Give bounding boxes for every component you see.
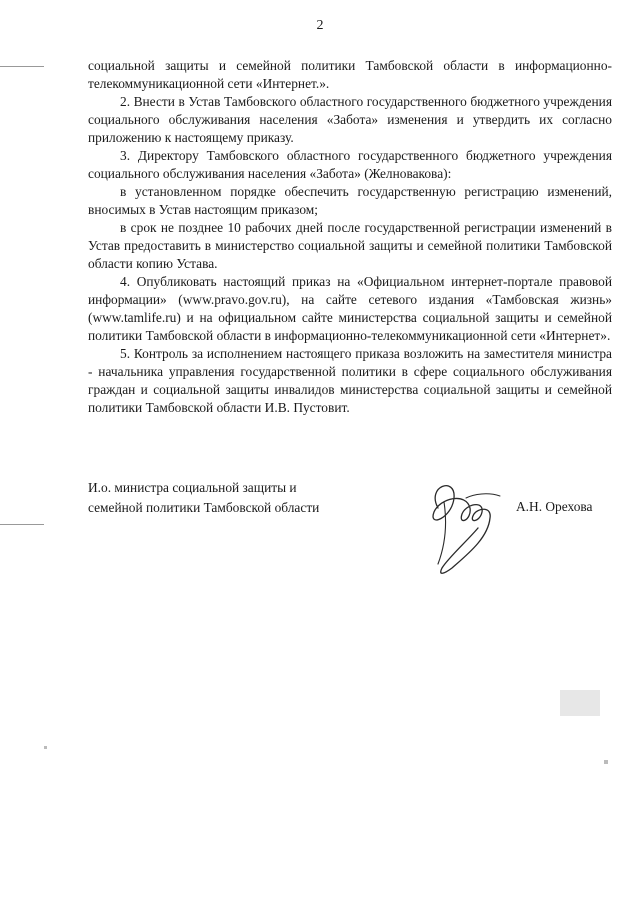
page-number: 2	[316, 18, 324, 33]
signatory-title-line-1: И.о. министра социальной защиты и	[88, 480, 297, 495]
paragraph-item-3-sub-2: в срок не позднее 10 рабочих дней после государственной регистрации изменений в Устав предоставить в министерство социальной защиты и семейной политики Тамбовской области копию Устава.	[88, 220, 612, 271]
scan-noise	[560, 690, 600, 716]
paragraph-item-4: 4. Опубликовать настоящий приказ на «Официальном интернет-портале правовой информации» (www.pravo.gov.ru), на сайте сетевого издания «Тамбовская жизнь» (www.tamlife.ru) и на официальном сайте министерства социальной защиты и семейной политики Тамбовской области в информационно-телекоммуникационной сети «Интернет».	[88, 274, 612, 343]
margin-mark	[0, 524, 44, 525]
paragraph-item-2: 2. Внести в Устав Тамбовского областного государственного бюджетного учреждения социального обслуживания населения «Забота» изменения и утвердить их согласно приложению к настоящему приказу.	[88, 94, 612, 145]
paragraph-item-5: 5. Контроль за исполнением настоящего приказа возложить на заместителя министра - начальника управления государственной политики в сфере социального обслуживания граждан и социальной защиты инвалидов министерства социальной защиты и семейной политики Тамбовской области И.В. Пустовит.	[88, 346, 612, 415]
scan-noise	[44, 746, 47, 749]
scan-noise	[604, 760, 608, 764]
paragraph-item-3: 3. Директору Тамбовского областного государственного бюджетного учреждения социального обслуживания населения «Забота» (Желновакова):	[88, 148, 612, 181]
signatory-name: А.Н. Орехова	[516, 499, 593, 514]
document-body	[88, 57, 612, 417]
signatory-title	[88, 478, 428, 518]
paragraph-continuation: социальной защиты и семейной политики Тамбовской области в информационно-телекоммуникационной сети «Интернет.».	[88, 58, 612, 91]
handwritten-signature	[408, 468, 518, 580]
margin-mark	[0, 66, 44, 67]
signatory-title-line-2: семейной политики Тамбовской области	[88, 500, 320, 515]
paragraph-item-3-sub-1: в установленном порядке обеспечить государственную регистрацию изменений, вносимых в Устав настоящим приказом;	[88, 184, 612, 217]
